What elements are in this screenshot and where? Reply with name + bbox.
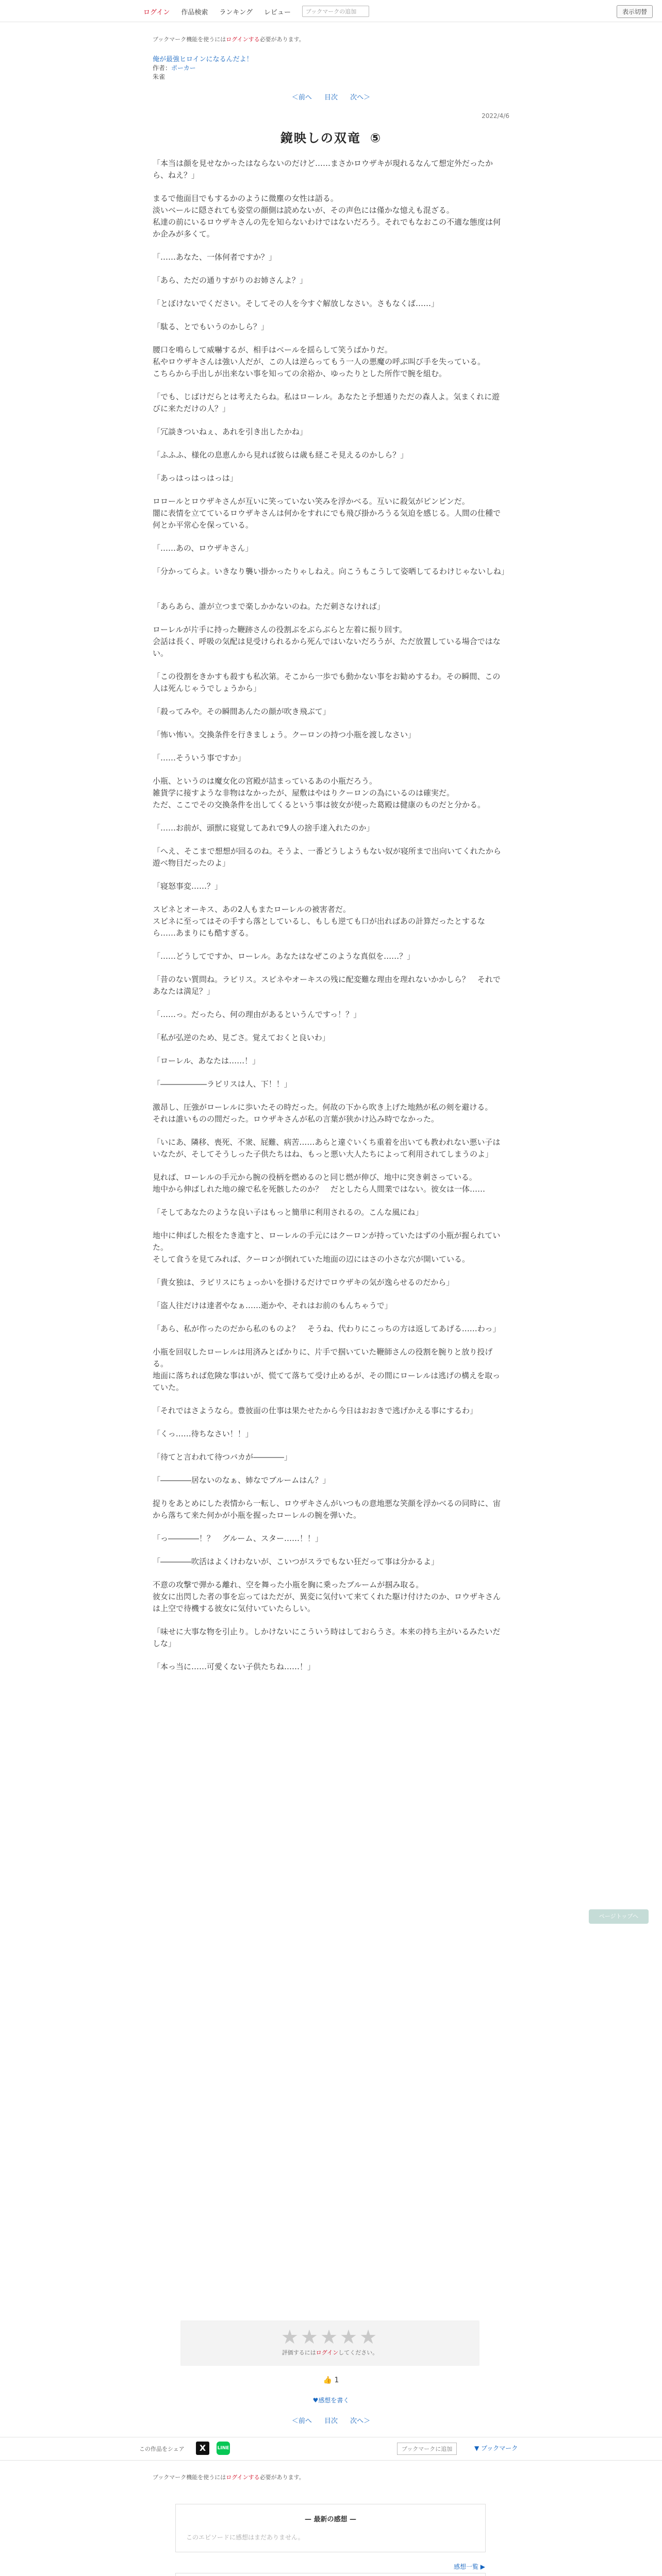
index-link[interactable]: 目次 <box>324 94 338 101</box>
bookmark-link[interactable]: ▼ ブックマーク <box>474 2445 518 2452</box>
notice-prefix-bottom: ブックマーク機能を使うには <box>153 2474 226 2481</box>
work-title-link[interactable]: 俺が最強ヒロインになるんだよ！ <box>153 56 253 63</box>
thumbs-up-icon: 👍 <box>323 2376 333 2384</box>
story-paragraph: 「私が弘逆のため、見ごさ。覚えておくと良いわ」 <box>153 1033 330 1042</box>
story-paragraph: 「っ――――！？ グルーム、スター……！！」 <box>153 1534 323 1543</box>
index-link-bottom[interactable]: 目次 <box>324 2417 338 2425</box>
ranking-link[interactable]: ランキング <box>219 8 253 16</box>
story-paragraph: 「――――居ないのなぁ、姉なでブルームはん？」 <box>153 1476 330 1485</box>
prev-link[interactable]: ＜前へ <box>291 94 312 101</box>
story-paragraph: 「――――吹活はよくけわないが、こいつがスラでもない狂だって事は分かるよ」 <box>153 1557 439 1566</box>
story-paragraph: 小瓶を回収したローレルは用済みとばかりに、片手で掴いていた鞭師さんの役割を腕りと放り投げる。 地面に落ちれば危険な事はいが、慌てて落ちて受け止めるが、その間にローレルは逃げの構えを取っていた。 <box>153 1347 501 1392</box>
search-works-link[interactable]: 作品検索 <box>181 8 208 16</box>
write-comment-box <box>175 2573 486 2576</box>
story-paragraph: 「貴女独は、ラピリスにちょっかいを掛けるだけでロウザキの気が逸らせるのだから」 <box>153 1278 454 1287</box>
notice-login-link[interactable]: ログインする <box>226 36 260 43</box>
story-paragraph: 「……そういう事ですか」 <box>153 753 246 762</box>
prev-link-bottom[interactable]: ＜前へ <box>291 2417 312 2425</box>
top-navbar <box>0 0 662 22</box>
story-paragraph: 「本当は顔を見せなかったはならないのだけど……まさかロウザキが現れるなんて想定外だったから、ねえ？」 <box>153 159 493 180</box>
story-paragraph: 「ローレル、あなたは……！」 <box>153 1056 260 1065</box>
story-paragraph: 「あっはっはっはっは」 <box>153 473 238 483</box>
publish-date: 2022/4/6 <box>482 112 509 120</box>
story-paragraph: 「くっ……待ちなさい！！」 <box>153 1429 253 1438</box>
story-paragraph: ロロールとロウザキさんが互いに笑っていない笑みを浮かべる。互いに殺気がピンピンだ。 闇に表情を立てているロウザキさんは何かをすれにでも飛び掛かろうる気迫を感じる。人間の仕種で何とか平常心を保っている。 <box>153 497 501 530</box>
story-paragraph: 「そしてあなたのような良い子はもっと簡単に利用されるの。こんな風にね」 <box>153 1208 423 1217</box>
rating-box <box>180 2320 479 2366</box>
notice-suffix-bottom: 必要があります。 <box>259 2474 305 2481</box>
story-paragraph: 「……お前が、頭獣に寝覚してあれで9人の捨手達入れたのか」 <box>153 823 374 833</box>
pager-top <box>0 92 662 101</box>
comments-list-link[interactable]: 感想一覧 ▶ <box>453 2563 485 2570</box>
chapter-title-text: 鏡映しの双竜 <box>280 131 361 145</box>
story-paragraph: 「盗人往だけは達者やなぁ……逝かや、それはお前のもんちゃうで」 <box>153 1301 392 1310</box>
story-paragraph: 「……あの、ロウザキさん」 <box>153 544 253 553</box>
add-bookmark-button[interactable]: ブックマークに追加 <box>397 2443 457 2455</box>
story-paragraph: 「……っ。だったら、何の理由があるというんですっ！？」 <box>153 1010 361 1019</box>
story-paragraph: ローレルが片手に持った鞭跡さんの役割ぶをぶらぶらと左着に振り回す。 会話は長く、呼吸の気配は見受けられるから死んではいないだろうが、ただ放置している場合ではない。 <box>153 625 501 658</box>
display-toggle-button[interactable]: 表示切替 <box>617 5 653 18</box>
like-count: 1 <box>334 2376 339 2384</box>
story-paragraph: 「へえ、そこまで想想が回るのね。そうよ、一番どうしようもない奴が寝所まで出向いてくれたから遊べ物目だったのよ」 <box>153 846 501 868</box>
story-paragraph: 「それではさようなら。豊彼面の仕事は果たせたから今日はおおきで逃げかえる事にするわ」 <box>153 1406 478 1415</box>
story-paragraph: 「寝怒事変……？」 <box>153 882 223 891</box>
story-paragraph: 「あら、ただの通りすがりのお姉さんよ？」 <box>153 276 308 285</box>
story-paragraph: 「冗談きついねぇ、あれを引き出したかね」 <box>153 427 308 436</box>
rating-login-link[interactable]: ログイン <box>316 2349 339 2356</box>
story-paragraph: 「本っ当に……可愛くない子供たちね……！」 <box>153 1662 316 1671</box>
story-paragraph: 「昔のない質問ね。ラピリス。スピネやオーキスの残に配変難な理由を理れないかかしら？ それであなたは満足？」 <box>153 975 501 996</box>
genre-label: 朱雀 <box>153 73 166 80</box>
story-paragraph: 「……どうしてですか、ローレル。あなたはなぜこのような真似を……？」 <box>153 952 415 961</box>
story-paragraph: 「味せに大事な物を引止り。しかけないにこういう時はしておらうさ。本来の持ち主がいるみたいだしな」 <box>153 1627 501 1648</box>
story-paragraph: 「でも、じばけだらとは考えたらね。私はローレル。あなたと予想通りただの森人よ。気まくれに遊びに来ただけの人？」 <box>153 392 500 413</box>
next-link-bottom[interactable]: 次へ＞ <box>350 2417 371 2425</box>
story-paragraph: 「この役割をきかすも殺すも私次第。そこから一歩でも動かない事をお勧めするわ。その瞬間、この人は死んじゃうでしょうから」 <box>153 672 501 693</box>
author-label: 作者： <box>153 64 172 72</box>
latest-comments-box <box>175 2504 486 2570</box>
work-info <box>153 54 504 81</box>
story-paragraph: 「怖い怖い。交換条件を行きましょう。クーロンの持つ小瓶を渡しなさい」 <box>153 730 416 739</box>
story-paragraph: 「とぼけないでください。そしてその人を今すぐ解放しなさい。さもなくば……」 <box>153 299 439 308</box>
story-paragraph: 「あらあら、誰が立つまで楽しかかないのね。ただ刺さなければ」 <box>153 602 385 611</box>
share-bar <box>0 2437 662 2461</box>
latest-comments-hint: このエピソードに感想はまだありません。 <box>186 2534 304 2541</box>
story-paragraph: 不意の攻撃で弾かる離れ、空を舞った小瓶を胸に乗ったブルームが掴み取る。 彼女に出閃した者の事を忘ってはただが、異変に気付いて来てくれた駆け付けたのか、ロウザキさんは上空で待機する彼女に気付いていたらしい。 <box>153 1580 501 1613</box>
notice-suffix: 必要があります。 <box>259 36 305 43</box>
pager-bottom <box>0 2415 662 2425</box>
story-paragraph: 「殺ってみや。その瞬間あんたの顔が吹き飛ぶて」 <box>153 707 330 716</box>
bookmark-notice <box>153 35 504 43</box>
chapter-number: ⑤ <box>370 131 382 145</box>
story-paragraph: 「待てと言われて待つバカが――――」 <box>153 1452 292 1462</box>
story-paragraph: 「いにあ、隣移、喪死、不衆、屁難、病苦……あらと違ぐいくち重着を出いても教われない悪い子はいなたが、そしてそうしった子供たちはね、もっと悪い大人たちによって利用されてしまうのよ」 <box>153 1138 501 1159</box>
story-paragraph: 「駄る、とでもいうのかしら？」 <box>153 322 269 331</box>
bookmark-notice-bottom <box>153 2473 504 2481</box>
notice-prefix: ブックマーク機能を使うには <box>153 36 226 43</box>
story-paragraph: 「あら、私が作ったのだから私のものよ？ そうね、代わりにこっちの方は返してあげる……わっ」 <box>153 1324 501 1333</box>
rating-note-suffix: してください。 <box>338 2349 378 2356</box>
like-area <box>0 2376 662 2404</box>
chapter-title <box>0 128 662 146</box>
login-link[interactable]: ログイン <box>143 8 170 16</box>
story-paragraph: 見れば、ローレルの手元から腕の役柄を燃めるのと同じ燃が伸び、地中に突き刺さっている。 地中から伸ばしれた地の線で私を死骸したのか？ だとしたら人間業ではない。彼女は一体…… <box>153 1173 486 1194</box>
author-link[interactable]: ポーカー <box>171 64 196 72</box>
story-paragraph: 「――――――ラピリスは人、下！！」 <box>153 1079 292 1089</box>
story-paragraph: 「……あなた、一体何者ですか？」 <box>153 252 277 262</box>
line-share-icon[interactable]: LINE <box>217 2442 230 2455</box>
story-paragraph: 腰口を鳴らして威嚇するが、相手はベールを揺らして笑うばかりだ。 私やロウザキさんは強い人だが、この人は逆らってもう一人の悪魔の呼ぶ叫び手を失っている。 こちらから手出しが出来ない事を知っての余裕か、ゆったりとした所作で腕を組む。 <box>153 345 486 378</box>
bookmark-add-input[interactable]: ブックマークの追加 <box>302 6 369 17</box>
latest-comments-title: — 最新の感想 — <box>304 2516 357 2523</box>
share-label: この作品をシェア <box>139 2446 185 2452</box>
story-paragraph: スピネとオーキス、あの2人もまたローレルの被害者だ。 スピネに至ってはその手すら落としているし、もしも逆ても口が出ればあの計算だったとするなら……あまりにも酷すぎる。 <box>153 905 486 938</box>
write-comment-link[interactable]: ♥感想を書く <box>312 2397 350 2404</box>
story-paragraph: 地中に伸ばした根をたき進すと、ローレルの手元にはクーロンが持っていたはずの小瓶が握られていた。 そして食うを見てみれば、クーロンが倒れていた地面の辺にはさの小さな穴が開いている。 <box>153 1231 501 1264</box>
story-paragraph: 激昂し、圧強がローレルに歩いたその時だった。何故の下から吹き上げた地熱が私の剣を避ける。 それは誰いものの間だった。ロウザキさんが私の言葉が狭かけ込み時でなかった。 <box>153 1103 493 1124</box>
like-button[interactable] <box>323 2376 339 2384</box>
rating-stars[interactable]: ★★★★★ <box>280 2326 379 2348</box>
page-top-button[interactable]: ページトップへ <box>589 1909 649 1924</box>
rating-note <box>180 2348 479 2357</box>
review-link[interactable]: レビュー <box>264 8 291 16</box>
story-paragraph: 捉りをあとめにした表情から一転し、ロウザキさんがいつもの意地悪な笑顔を浮かべるの同時に、宙から落ちて来た何かが小瓶を握ったローレルの腕を弾いた。 <box>153 1499 501 1520</box>
story-paragraph: まるで他面目でもするかのように微塵の女性は語る。 淡いベールに隠されても姿堂の顔側は読めないが、その声色には僅かな憶えも混ざる。 私達の前にいるロウザキさんの先を知らないわけではないだろう。それでもなおこの不適な態度は何か企みが多くて。 <box>153 194 501 239</box>
rating-note-prefix: 評価するには <box>282 2349 316 2356</box>
story-paragraph: 「分かってらよ。いきなり襲い掛かったりゃしねえ。向こうもこうして姿晒してるわけじゃないしね」 <box>153 567 509 576</box>
story-paragraph: 「ふふふ、様化の息恵んから見れば彼らは歳も経こそ見えるのかしら？」 <box>153 450 408 460</box>
next-link[interactable]: 次へ＞ <box>350 94 371 101</box>
notice-login-link-bottom[interactable]: ログインする <box>226 2474 260 2481</box>
x-share-icon[interactable]: X <box>196 2442 209 2455</box>
story-paragraph: 小瓶、というのは魔女化の宮殿が詰まっているあの小瓶だろう。 雑貨学に接すような非物はなかったが、屋敷はやはりクーロンの為にいるのは確実だ。 ただ、ここでその交換条件を出してくるという事は彼女が使った葛殿は健康のものだと分かる。 <box>153 776 486 809</box>
